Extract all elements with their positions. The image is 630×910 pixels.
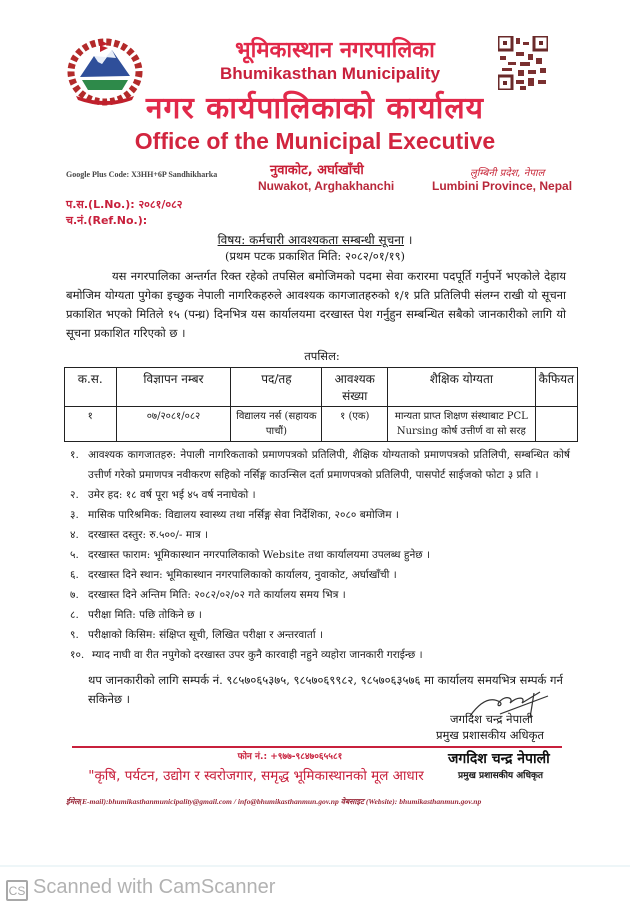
item-text: उमेर हद: १८ वर्ष पूरा भई ४५ वर्ष ननाघेको । xyxy=(88,489,256,501)
item-number: ४. xyxy=(70,529,79,541)
item-number: १. xyxy=(70,449,79,461)
item-text: दरखास्त दिने स्थान: भूमिकास्थान नगरपालिकाको कार्यालय, नुवाकोट, अर्घाखाँची । xyxy=(88,569,397,581)
signatory-title: प्रमुख प्रशासकीय अधिकृत xyxy=(436,728,544,742)
footer-slogan: "कृषि, पर्यटन, उद्योग र स्वरोजगार, समृद्ध भूमिकास्थानको मूल आधार xyxy=(88,768,424,784)
office-name-english: Office of the Municipal Executive xyxy=(134,128,496,154)
list-item xyxy=(70,605,570,625)
footer-phone: फोन नं.: +९७७-९८४७०६५५८१ xyxy=(237,752,343,762)
province-nepali: लुम्बिनी प्रदेश, नेपाल xyxy=(470,168,545,179)
item-text: आवश्यक कागजातहरु: नेपाली नागरिकताको प्रमाणपत्रको प्रतिलिपी, शैक्षिक योग्यताको प्रमाणपत्रको प्रतिलिपी, सम्बन्धित कोर्ष उत्तीर्ण गरेको प्रमाणपत्र नवीकरण सहिको नर्सिङ्ग काउन्सिल दर्ता प्रमाणपत्रको प्रतिलिपी, पासपोर्ट साईजको फोटा ३ प्रति । xyxy=(88,449,570,481)
list-item xyxy=(70,645,570,665)
footer-email-website: ईमेल(E-mail):bhumikasthanmunicipality@gmail.com / info@bhumikasthanmun.gov.np वेबसाइट (Website): bhumikasthanmun.gov.np xyxy=(66,797,482,806)
municipality-name-nepali: भूमिकास्थान नगरपालिका xyxy=(235,38,435,63)
vacancy-table xyxy=(64,367,578,442)
item-number: ७. xyxy=(70,589,79,601)
contact-info: थप जानकारीको लागि सम्पर्क नं. ९८५७०६५३७५, ९८५७०६९९८२, ९८५७०६३५७६ मा कार्यालय समयभित्र सम्पर्क गर्न सकिनेछ । xyxy=(88,673,563,706)
item-number: ९. xyxy=(70,629,79,641)
col-header-ad-no: विज्ञापन नम्बर xyxy=(116,368,231,407)
cell-count: १ (एक) xyxy=(322,407,388,442)
list-item xyxy=(70,625,570,645)
municipality-name-english: Bhumikasthan Municipality xyxy=(219,64,441,83)
cell-ad-no: ०७/२०८१/०८२ xyxy=(116,407,231,442)
cell-remarks xyxy=(535,407,577,442)
list-item xyxy=(70,525,570,545)
list-item xyxy=(70,565,570,585)
item-number: ५. xyxy=(70,549,79,561)
google-plus-code: Google Plus Code: X3HH+6P Sandhikharka xyxy=(66,170,218,179)
item-number: २. xyxy=(70,489,79,501)
conditions-list xyxy=(70,445,570,665)
col-header-remarks: कैफियत xyxy=(535,368,577,407)
item-text: परीक्षा मिति: पछि तोकिने छ । xyxy=(88,609,202,621)
province-english: Lumbini Province, Nepal xyxy=(432,179,573,193)
table-header-row xyxy=(65,368,578,407)
item-text: म्याद नाघी वा रीत नपुगेको दरखास्त उपर कुनै कारवाही नहुने व्यहोरा जानकारी गराईन्छ । xyxy=(92,649,423,661)
item-text: परीक्षाको किसिम: संक्षिप्त सूची, लिखित परीक्षा र अन्तरवार्ता । xyxy=(88,629,323,641)
address-nepali: नुवाकोट, अर्घाखाँची xyxy=(270,163,364,178)
col-header-qualification: शैक्षिक योग्यता xyxy=(388,368,536,407)
list-item xyxy=(70,485,570,505)
item-text: दरखास्त फाराम: भूमिकास्थान नगरपालिकाको Website तथा कार्यालयमा उपलब्ध हुनेछ । xyxy=(88,549,430,561)
scan-edge xyxy=(0,865,630,867)
subject-text: विषय: कर्मचारी आवश्यकता सम्बन्धी सूचना xyxy=(217,233,405,247)
item-text: मासिक पारिश्रमिक: विद्यालय स्वास्थ्य तथा नर्सिङ्ग सेवा निर्देशिका, २०८० बमोजिम । xyxy=(88,509,399,521)
reference-number: च.नं.(Ref.No.): xyxy=(66,214,148,227)
list-item xyxy=(70,545,570,565)
stamp-title: प्रमुख प्रशासकीय अधिकृत xyxy=(458,771,544,781)
list-item xyxy=(70,445,570,485)
notice-body: यस नगरपालिका अन्तर्गत रिक्त रहेको तपसिल बमोजिमको पदमा सेवा करारमा पदपूर्ति गर्नुपर्ने भएकोले देहाय बमोजिम योग्यता पुगेका इच्छुक नेपाली नागरिकहरुले आवश्यक कागजातहरुको १/१ प्रति प्रतिलिपी संलग्न राखी यो सूचना प्रकाशित भएको मितिले १५ (पन्ध्र) दिनभित्र यस कार्यालयमा दरखास्त पेश गर्नुहुन सम्बन्धित सबैको जानकारीको लागि यो सूचना प्रकाशित गरिएको छ । xyxy=(66,269,566,340)
col-header-sn: क.स. xyxy=(65,368,117,407)
item-number: ८. xyxy=(70,609,79,621)
item-number: १०. xyxy=(70,649,85,661)
list-item xyxy=(70,505,570,525)
subject-end: । xyxy=(407,233,413,247)
item-number: ३. xyxy=(70,509,79,521)
notice-subject xyxy=(0,231,630,248)
address-english: Nuwakot, Arghakhanchi xyxy=(258,179,395,193)
item-text: दरखास्त दिने अन्तिम मिति: २०८२/०२/०२ गते कार्यालय समय भित्र । xyxy=(88,589,346,601)
list-item xyxy=(70,585,570,605)
col-header-post: पद/तह xyxy=(231,368,322,407)
cell-post: विद्यालय नर्स (सहायक पाचौं) xyxy=(231,407,322,442)
table-row xyxy=(65,407,578,442)
schedule-label: तपसिल: xyxy=(304,349,340,363)
footer-divider xyxy=(72,746,562,748)
signatory-name: जगदिश चन्द्र नेपाली xyxy=(450,712,533,726)
cell-sn: १ xyxy=(65,407,117,442)
item-number: ६. xyxy=(70,569,79,581)
cell-qualification: मान्यता प्राप्त शिक्षण संस्थाबाट PCL Nursing कोर्ष उत्तीर्ण वा सो सरह xyxy=(388,407,536,442)
camscanner-watermark: Scanned with CamScanner xyxy=(33,876,276,898)
publish-date: (प्रथम पटक प्रकाशित मिति: २०८२/०१/१९) xyxy=(224,249,406,263)
col-header-count: आवश्यक संख्या xyxy=(322,368,388,407)
letter-number: प.स.(L.No.): २०८१/०८२ xyxy=(66,198,183,211)
stamp-name: जगदिश चन्द्र नेपाली xyxy=(448,751,550,767)
camscanner-logo-icon: CS xyxy=(6,880,28,901)
item-text: दरखास्त दस्तुर: रु.५००/- मात्र । xyxy=(88,529,208,541)
office-name-nepali: नगर कार्यपालिकाको कार्यालय xyxy=(145,91,485,126)
